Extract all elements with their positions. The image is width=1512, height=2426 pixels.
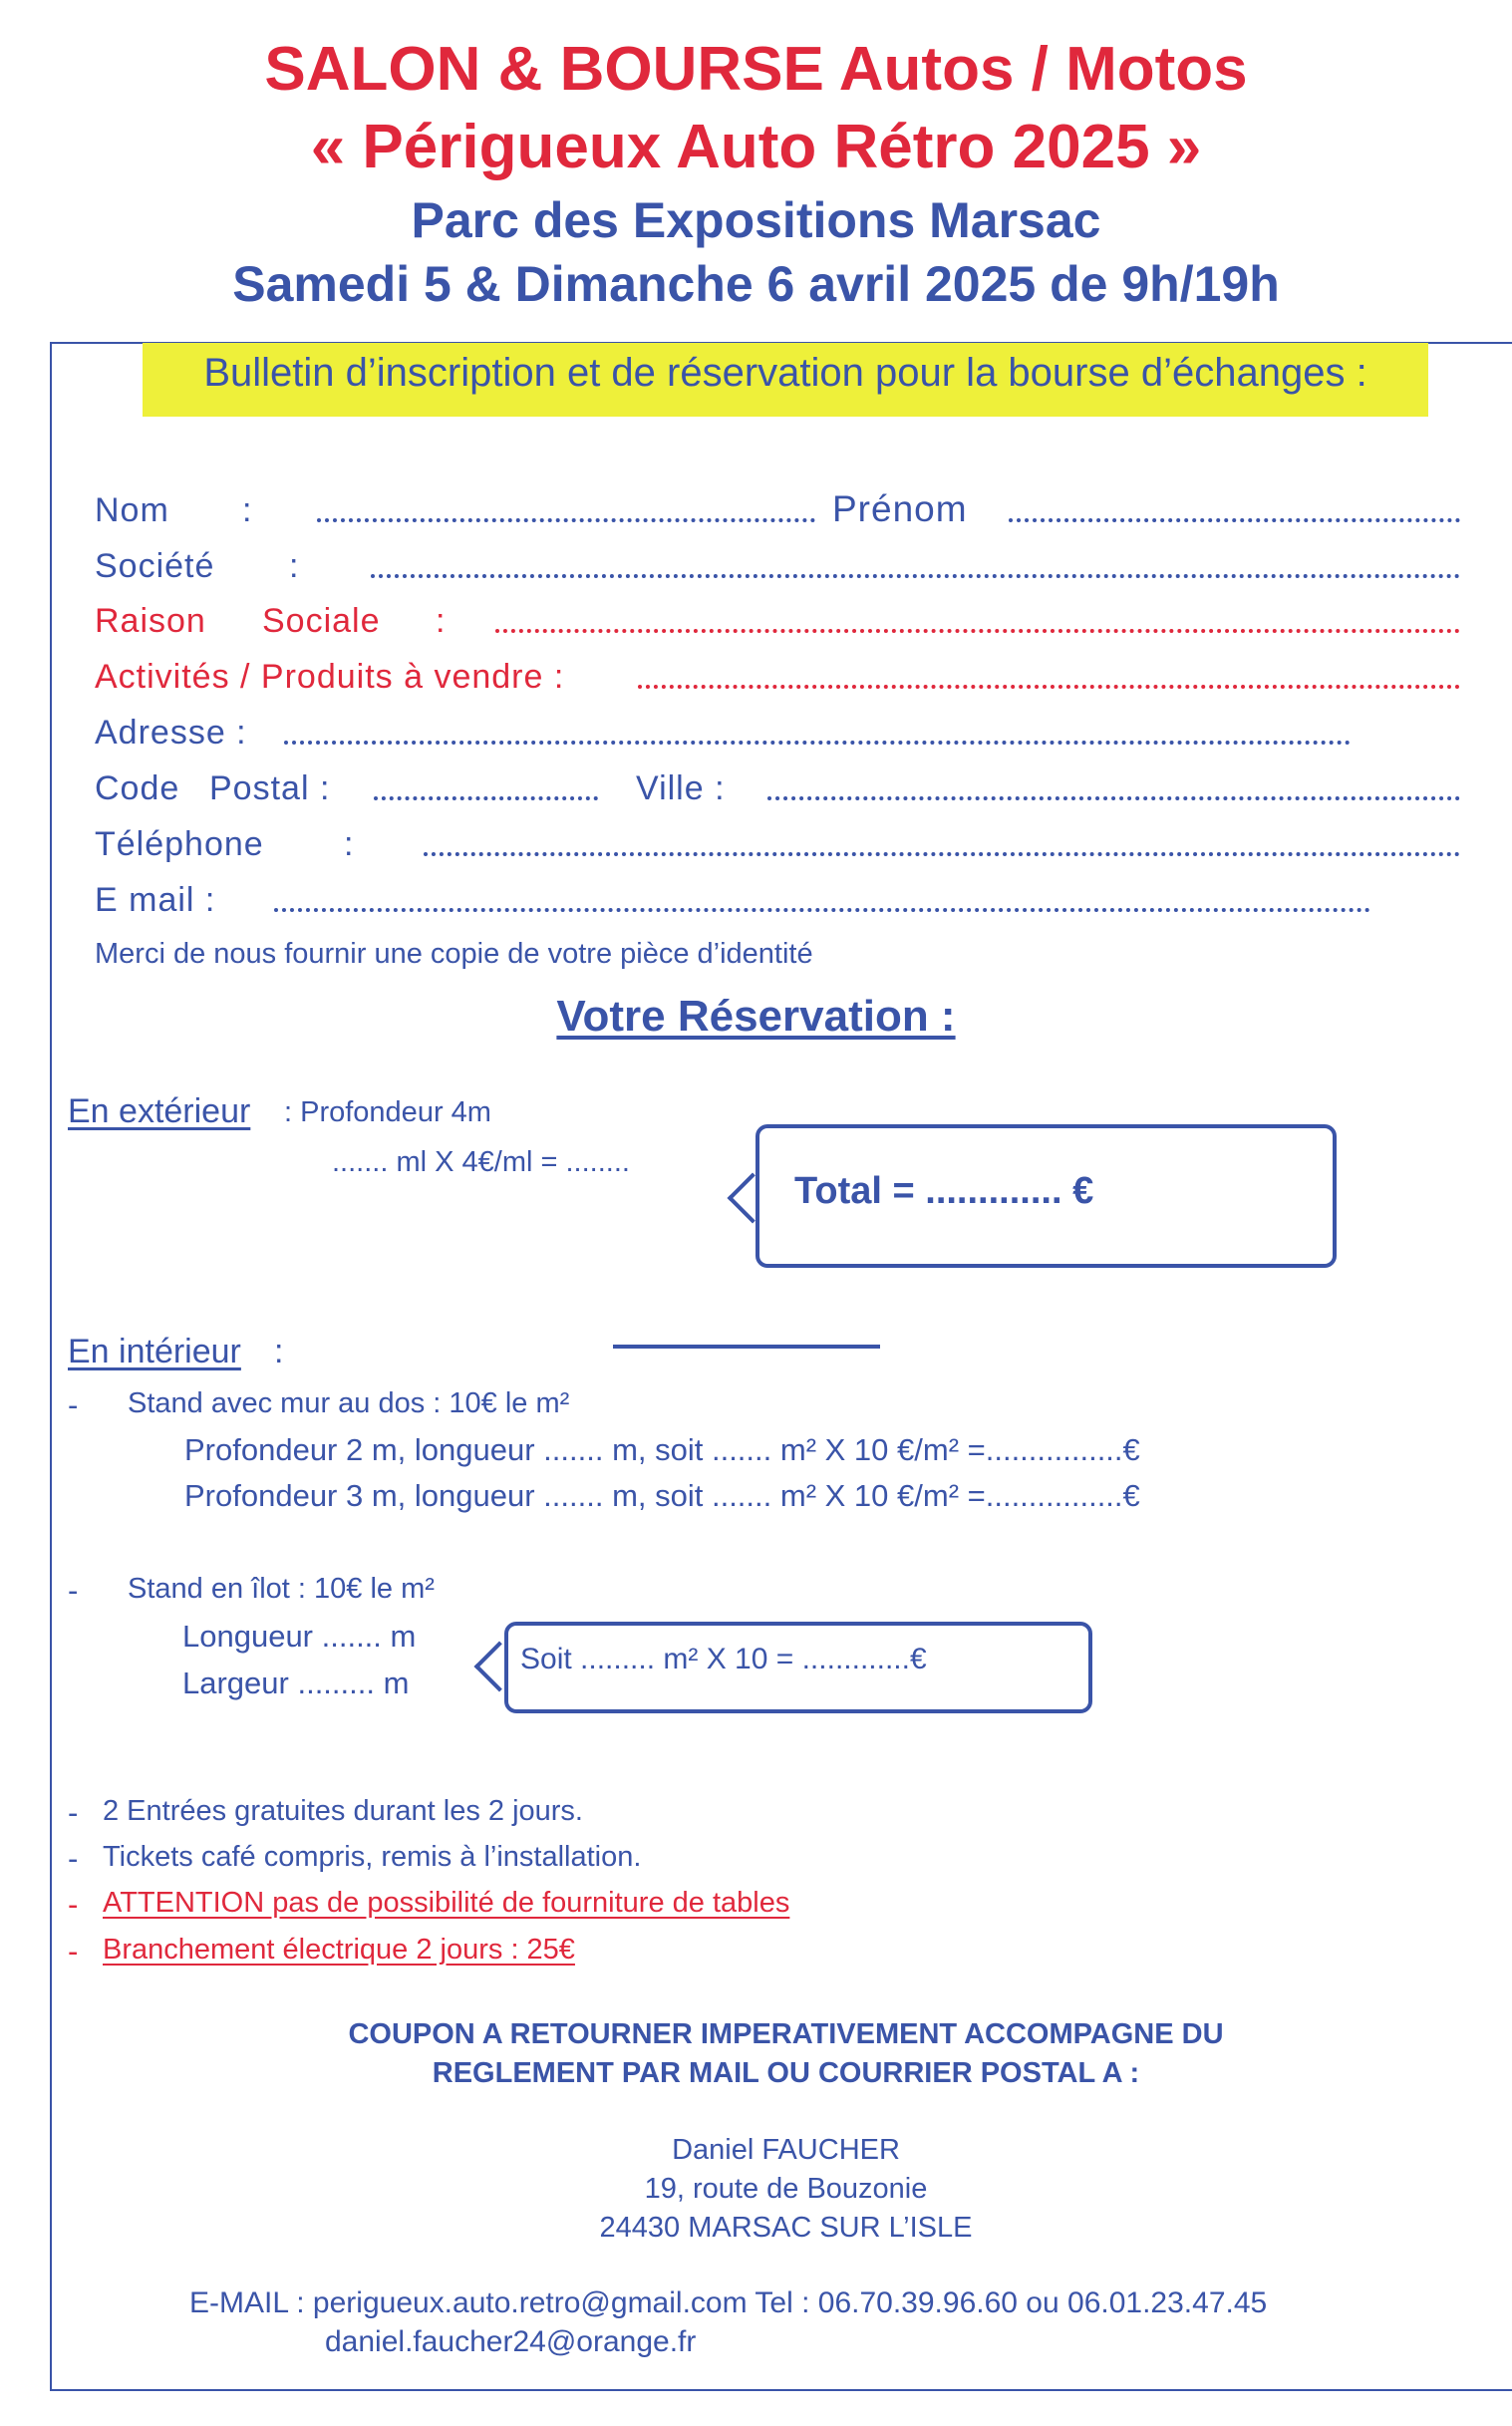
ville-label: Ville : xyxy=(636,769,726,807)
event-title: SALON & BOURSE Autos / Motos xyxy=(264,35,1248,104)
event-dates: Samedi 5 & Dimanche 6 avril 2025 de 9h/19h xyxy=(232,256,1280,312)
nom-label: Nom xyxy=(95,491,169,529)
event-venue: Parc des Expositions Marsac xyxy=(411,192,1101,248)
tel-or: ou xyxy=(1026,2286,1059,2319)
telephone-colon: : xyxy=(344,825,355,863)
raison-colon: : xyxy=(436,602,447,640)
contact-line xyxy=(189,2286,1267,2320)
tel-label: Tel : xyxy=(755,2286,810,2319)
note-electric: Branchement électrique 2 jours : 25€ xyxy=(103,1934,575,1966)
reservation-title: Votre Réservation : xyxy=(556,992,956,1041)
code-postal-field[interactable] xyxy=(374,796,598,800)
prenom-field[interactable] xyxy=(1009,518,1460,522)
total-value[interactable]: Total = ............. € xyxy=(794,1170,1094,1212)
note-dash-4: - xyxy=(68,1934,79,1969)
ville-field[interactable] xyxy=(767,796,1460,800)
note-dash-3: - xyxy=(68,1887,79,1922)
total-callout-mask xyxy=(759,1154,779,1224)
postal-label: Postal : xyxy=(209,769,331,807)
interior-label: En intérieur xyxy=(68,1333,241,1370)
exterior-detail: : Profondeur 4m xyxy=(284,1096,491,1128)
island-width: Largeur ......... m xyxy=(182,1666,410,1700)
email-secondary[interactable]: daniel.faucher24@orange.fr xyxy=(325,2325,697,2358)
exterior-calc: ....... ml X 4€/ml = ........ xyxy=(332,1146,630,1178)
adresse-field[interactable] xyxy=(284,741,1351,745)
societe-colon: : xyxy=(289,547,300,585)
note-free-entries: 2 Entrées gratuites durant les 2 jours. xyxy=(103,1795,583,1827)
coupon-line-1: COUPON A RETOURNER IMPERATIVEMENT ACCOMPAGNE DU xyxy=(348,2018,1224,2050)
activites-label: Activités / Produits à vendre : xyxy=(95,658,565,696)
separator-line xyxy=(613,1345,880,1349)
island-stand-label: Stand en îlot : 10€ le m² xyxy=(128,1573,435,1605)
interior-colon: : xyxy=(274,1333,284,1370)
id-note: Merci de nous fournir une copie de votre pièce d’identité xyxy=(95,938,813,970)
note-attention-tables: ATTENTION pas de possibilité de fourniture de tables xyxy=(103,1887,790,1919)
code-label: Code xyxy=(95,769,180,807)
coupon-line-2: REGLEMENT PAR MAIL OU COURRIER POSTAL A : xyxy=(432,2057,1140,2089)
raison-label: Raison xyxy=(95,602,206,640)
island-length: Longueur ....... m xyxy=(182,1619,417,1654)
soit-value[interactable]: Soit ......... m² X 10 = .............€ xyxy=(520,1643,927,1675)
email-field[interactable] xyxy=(274,908,1370,912)
exterior-label: En extérieur xyxy=(68,1092,251,1130)
tel-primary[interactable]: 06.70.39.96.60 xyxy=(817,2286,1018,2319)
address-name: Daniel FAUCHER xyxy=(672,2134,900,2166)
event-subtitle: « Périgueux Auto Rétro 2025 » xyxy=(310,113,1202,181)
adresse-label: Adresse : xyxy=(95,714,247,752)
depth3-line: Profondeur 3 m, longueur ....... m, soit ....... m² X 10 €/m² =................€ xyxy=(184,1478,1140,1513)
address-city: 24430 MARSAC SUR L’ISLE xyxy=(599,2212,973,2244)
nom-field[interactable] xyxy=(317,518,815,522)
email-primary[interactable]: perigueux.auto.retro@gmail.com xyxy=(312,2286,748,2319)
societe-field[interactable] xyxy=(371,574,1460,578)
tel-secondary[interactable]: 06.01.23.47.45 xyxy=(1067,2286,1268,2319)
note-dash-1: - xyxy=(68,1795,79,1830)
island-dash: - xyxy=(68,1573,79,1608)
wall-stand-dash: - xyxy=(68,1387,79,1422)
depth2-line: Profondeur 2 m, longueur ....... m, soit ....... m² X 10 €/m² =................€ xyxy=(184,1432,1140,1467)
societe-label: Société xyxy=(95,547,215,585)
prenom-label: Prénom xyxy=(832,488,968,529)
telephone-field[interactable] xyxy=(424,852,1460,856)
note-dash-2: - xyxy=(68,1841,79,1876)
sociale-label: Sociale xyxy=(262,602,381,640)
wall-stand-label: Stand avec mur au dos : 10€ le m² xyxy=(128,1387,570,1419)
email-label: E-MAIL : xyxy=(189,2286,305,2319)
note-coffee-tickets: Tickets café compris, remis à l’installation. xyxy=(103,1841,642,1873)
telephone-label: Téléphone xyxy=(95,825,264,863)
bulletin-title: Bulletin d’inscription et de réservation pour la bourse d’échanges : xyxy=(203,351,1367,395)
activites-field[interactable] xyxy=(638,685,1460,689)
raison-sociale-field[interactable] xyxy=(495,629,1460,633)
email-label: E mail : xyxy=(95,881,216,919)
nom-colon: : xyxy=(242,491,253,529)
address-street: 19, route de Bouzonie xyxy=(644,2173,928,2205)
